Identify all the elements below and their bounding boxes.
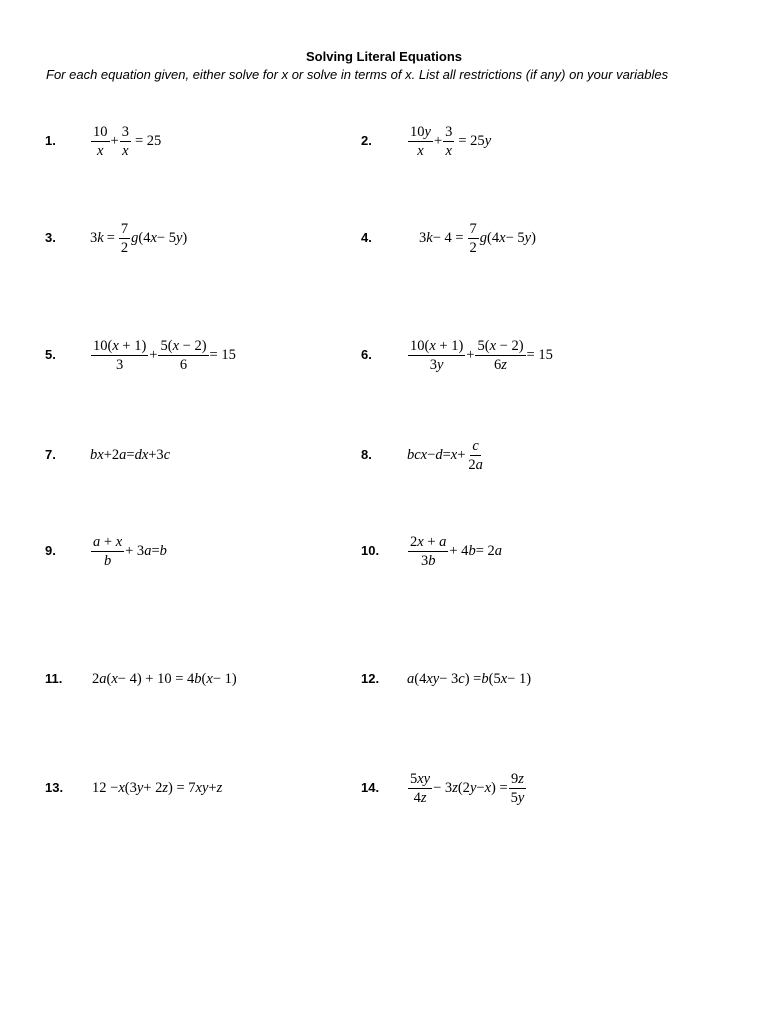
problem-number: 12. [361,671,380,686]
equation: $\frac{10}{x}$ + $\frac{3}{x}$ = 25 [93,123,162,159]
problem-number: 9. [45,543,56,558]
problem-3 [45,208,375,268]
problem-number: 5. [45,347,56,362]
problem-1 [45,111,375,171]
problem-5 [45,325,375,385]
problem-number: 4. [361,230,372,245]
problem-10 [361,521,691,581]
problem-number: 3. [45,230,56,245]
equation: $\frac{10(x + 1)}{3}$ + $\frac{5(x - 2)}{6}$ = 15 [93,337,236,373]
equation: $\frac{a + x}{b}$ + 3 a = b [93,533,167,569]
equation: $\frac{10(x + 1)}{3y}$ + $\frac{5(x - 2)}{6z}$ = 15 [410,337,553,373]
worksheet-title: Solving Literal Equations [305,49,463,64]
equation: a (4 xy − 3 c ) = b (5 x − 1) [407,670,532,687]
equation: 3 k − 4 = $\frac{7}{2}$ g (4 x − 5 y ) [419,220,536,256]
equation: 3 k = $\frac{7}{2}$ g (4 x − 5 y ) [90,220,188,256]
problem-number: 10. [361,543,380,558]
problem-number: 11. [45,671,63,686]
equation: 12 − x (3 y + 2 z ) = 7 xy + z [92,779,223,796]
problem-number: 8. [361,447,372,462]
equation: $\frac{10y}{x}$ + $\frac{3}{x}$ = 25 y [410,123,492,159]
problem-14 [361,758,691,818]
problem-11 [45,649,375,709]
equation: $\frac{5xy}{4z}$ − 3 z (2 y − x ) = $\frac{9z}{5y}$ [410,770,525,806]
problem-number: 1. [45,133,56,148]
problem-6 [361,325,691,385]
equation: bcx − d = x + $\frac{c}{2a}$ [407,437,483,473]
problem-7 [45,425,375,485]
equation: $\frac{2x + a}{3b}$ + 4 b = 2 a [410,533,502,569]
problem-number: 13. [45,780,64,795]
problem-4 [361,208,691,268]
problem-number: 6. [361,347,372,362]
problem-number: 14. [361,780,380,795]
worksheet-instructions: For each equation given, either solve for x or solve in terms of x. List all restrictions (if any) on your variables [46,67,669,82]
problem-number: 7. [45,447,56,462]
problem-13 [45,758,375,818]
problem-number: 2. [361,133,372,148]
equation: bx +2 a = dx +3 c [90,446,171,463]
problem-8 [361,425,691,485]
problem-12 [361,649,691,709]
equation: 2 a ( x − 4) + 10 = 4 b ( x − 1) [92,670,237,687]
problem-2 [361,111,691,171]
problem-9 [45,521,375,581]
